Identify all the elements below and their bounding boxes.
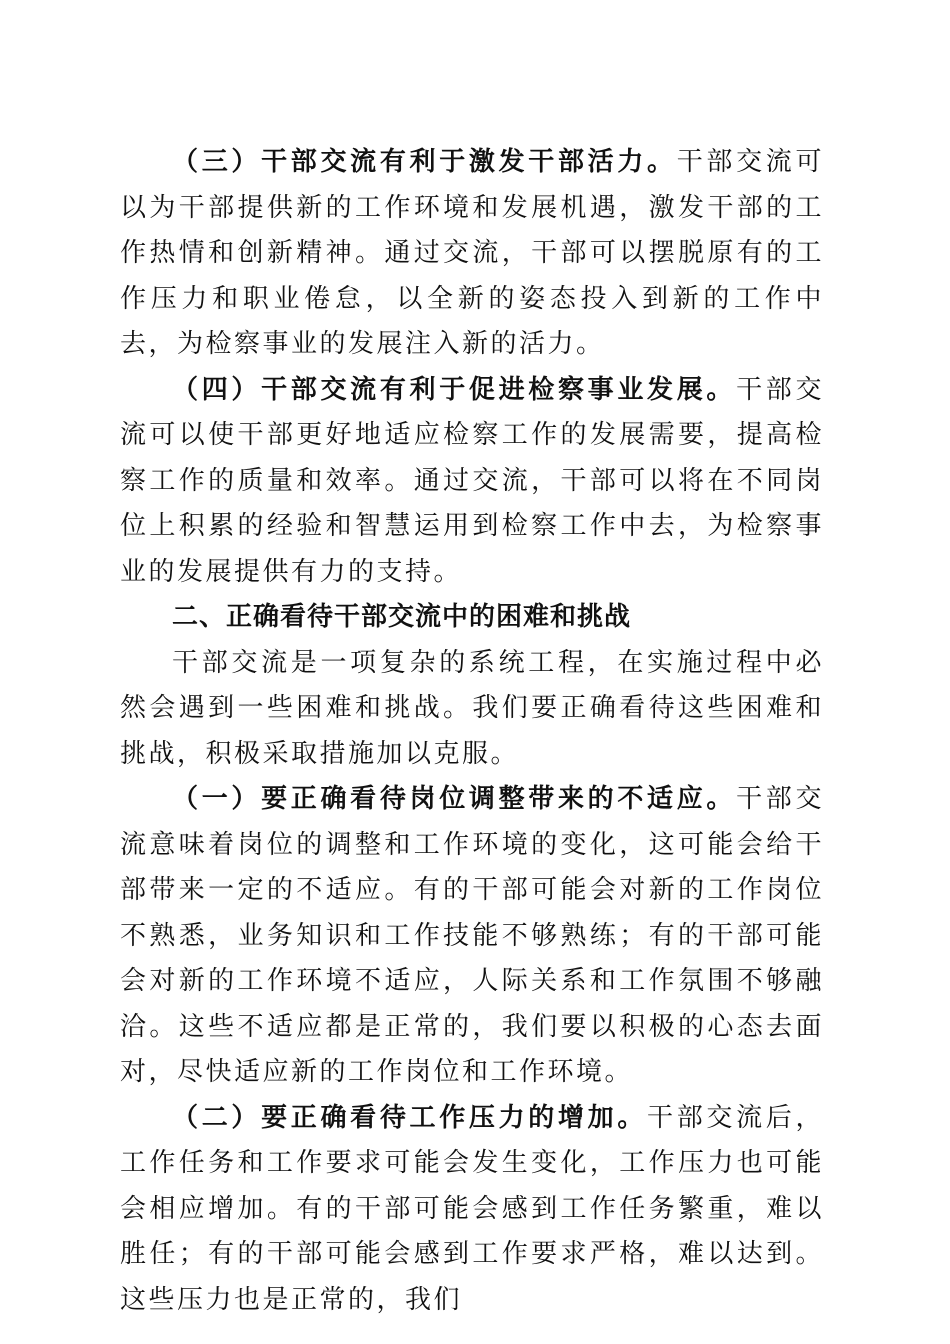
paragraph-body: 干部交流意味着岗位的调整和工作环境的变化，这可能会给干部带来一定的不适应。有的干部可能会对新的工作岗位不熟悉，业务知识和工作技能不够熟练；有的干部可能会对新的工作环境不适应，人际关系和工作氛围不够融洽。这些不适应都是正常的，我们要以积极的心态去面对，尽快适应新的工作岗位和工作环境。 <box>120 784 824 1087</box>
paragraph-body: 干部交流可以使干部更好地适应检察工作的发展需要，提高检察工作的质量和效率。通过交流，干部可以将在不同岗位上积累的经验和智慧运用到检察工作中去，为检察事业的发展提供有力的支持。 <box>120 374 824 587</box>
paragraph-2 <box>120 1096 824 1324</box>
paragraph-lead: （四）干部交流有利于促进检察事业发展。 <box>172 374 737 405</box>
paragraph-4 <box>120 368 824 596</box>
paragraph-body: 干部交流后，工作任务和工作要求可能会发生变化，工作压力也可能会相应增加。有的干部可能会感到工作任务繁重，难以胜任；有的干部可能会感到工作要求严格，难以达到。这些压力也是正常的，我们 <box>120 1102 824 1315</box>
paragraph-3 <box>120 140 824 368</box>
paragraph-lead: （三）干部交流有利于激发干部活力。 <box>172 147 677 177</box>
paragraph-lead: （一）要正确看待岗位调整带来的不适应。 <box>172 784 737 814</box>
paragraph-body: 干部交流可以为干部提供新的工作环境和发展机遇，激发干部的工作热情和创新精神。通过交流，干部可以摆脱原有的工作压力和职业倦怠，以全新的姿态投入到新的工作中去，为检察事业的发展注入新的活力。 <box>120 147 824 359</box>
paragraph-1 <box>120 777 824 1096</box>
section-intro: 干部交流是一项复杂的系统工程，在实施过程中必然会遇到一些困难和挑战。我们要正确看待这些困难和挑战，积极采取措施加以克服。 <box>120 647 824 769</box>
paragraph-lead: （二）要正确看待工作压力的增加。 <box>172 1102 648 1133</box>
section-heading-2: 二、正确看待干部交流中的困难和挑战 <box>172 602 632 632</box>
document-page <box>120 140 824 1323</box>
